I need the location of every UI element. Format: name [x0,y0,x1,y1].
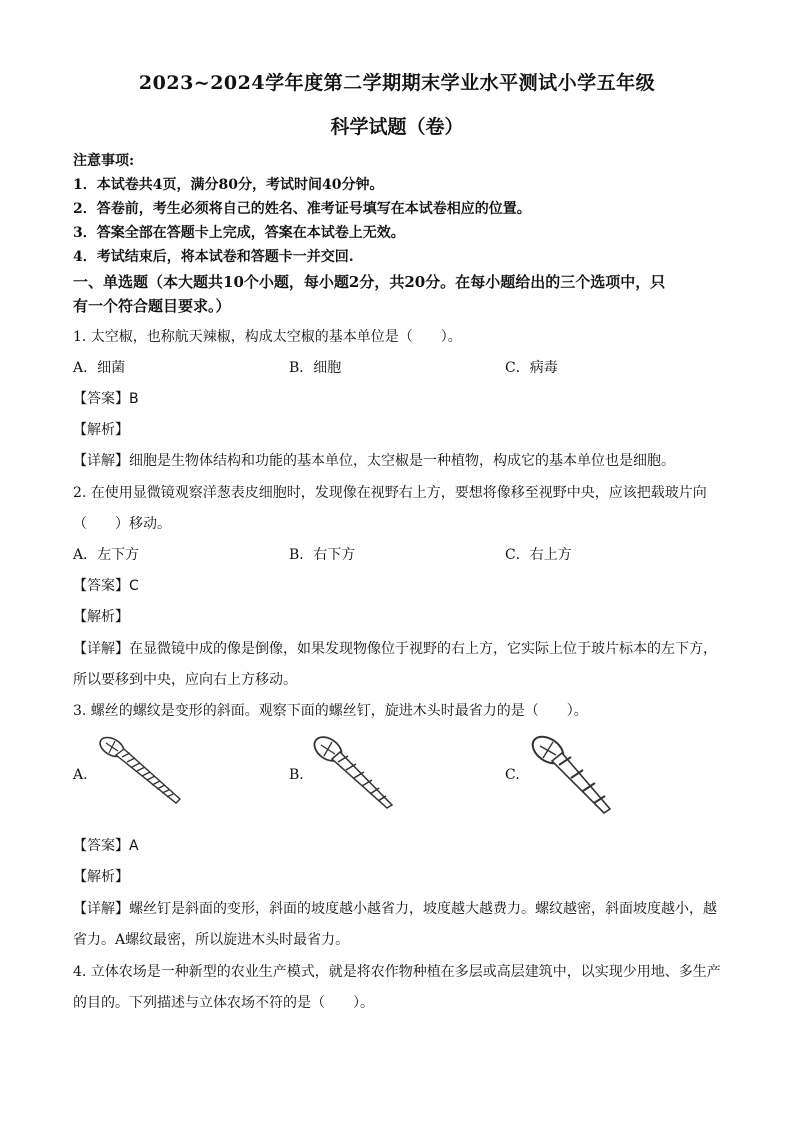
question-2-stem-cont: （ ）移动。 [73,516,171,532]
notice-heading: 注意事项: [73,153,135,169]
screw-b-image [302,733,402,813]
notice-item: 3．答案全部在答题卡上完成，答案在本试卷上无效。 [73,225,405,241]
question-3-analysis: 【解析】 [73,869,129,885]
question-1-option-c: C．病毒 [505,360,558,376]
question-2-option-b: B．右下方 [289,547,356,563]
question-2-detail: 【详解】在显微镜中成的像是倒像，如果发现物像位于视野的右上方，它实际上位于玻片标本的左下方， [73,641,717,657]
notice-item: 1．本试卷共4页，满分80分，考试时间40分钟。 [73,177,384,193]
screw-c-image [522,733,622,818]
question-3-option-b: B. [289,767,304,783]
question-2-detail-cont: 所以要移到中央，应向右上方移动。 [73,672,297,688]
question-1-option-a: A．细菌 [73,360,126,376]
screw-a-image [88,733,188,813]
question-3-option-a: A. [73,767,88,783]
question-3-stem: 3. 螺丝的螺纹是变形的斜面。观察下面的螺丝钉，旋进木头时最省力的是（ ）。 [73,703,588,719]
section-heading-cont: 有一个符合题目要求。） [73,297,231,315]
exam-title: 2023~2024学年度第二学期期末学业水平测试小学五年级 [138,72,656,94]
question-3-detail-cont: 省力。A螺纹最密，所以旋进木头时最省力。 [73,932,350,948]
question-4-stem: 4. 立体农场是一种新型的农业生产模式，就是将农作物种植在多层或高层建筑中，以实现少用地、多生产 [73,964,721,980]
question-3-detail: 【详解】螺丝钉是斜面的变形，斜面的坡度越小越省力，坡度越大越费力。螺纹越密，斜面坡度越小，越 [73,901,717,917]
question-1-detail: 【详解】细胞是生物体结构和功能的基本单位，太空椒是一种植物，构成它的基本单位也是细胞。 [73,453,675,469]
question-2-stem: 2. 在使用显微镜观察洋葱表皮细胞时，发现像在视野右上方，要想将像移至视野中央，应该把载玻片向 [73,485,707,501]
question-4-stem-cont: 的目的。下列描述与立体农场不符的是（ ）。 [73,995,374,1011]
notice-item: 4．考试结束后，将本试卷和答题卡一并交回. [73,249,354,265]
question-1-stem: 1. 太空椒，也称航天辣椒，构成太空椒的基本单位是（ ）。 [73,329,462,345]
notice-item: 2．答卷前，考生必须将自己的姓名、准考证号填写在本试卷相应的位置。 [73,201,531,217]
question-2-analysis: 【解析】 [73,609,129,625]
question-2-option-a: A．左下方 [73,547,140,563]
section-heading: 一、单选题（本大题共10个小题，每小题2分，共20分。在每小题给出的三个选项中，只 [73,273,666,291]
question-3-answer: 【答案】A [73,838,139,854]
question-1-option-b: B．细胞 [289,360,342,376]
exam-subtitle: 科学试题（卷） [330,116,464,138]
question-3-option-c: C. [505,767,520,783]
question-1-answer: 【答案】B [73,391,139,407]
question-2-answer: 【答案】C [73,578,139,594]
question-1-analysis: 【解析】 [73,422,129,438]
question-2-option-c: C．右上方 [505,547,572,563]
